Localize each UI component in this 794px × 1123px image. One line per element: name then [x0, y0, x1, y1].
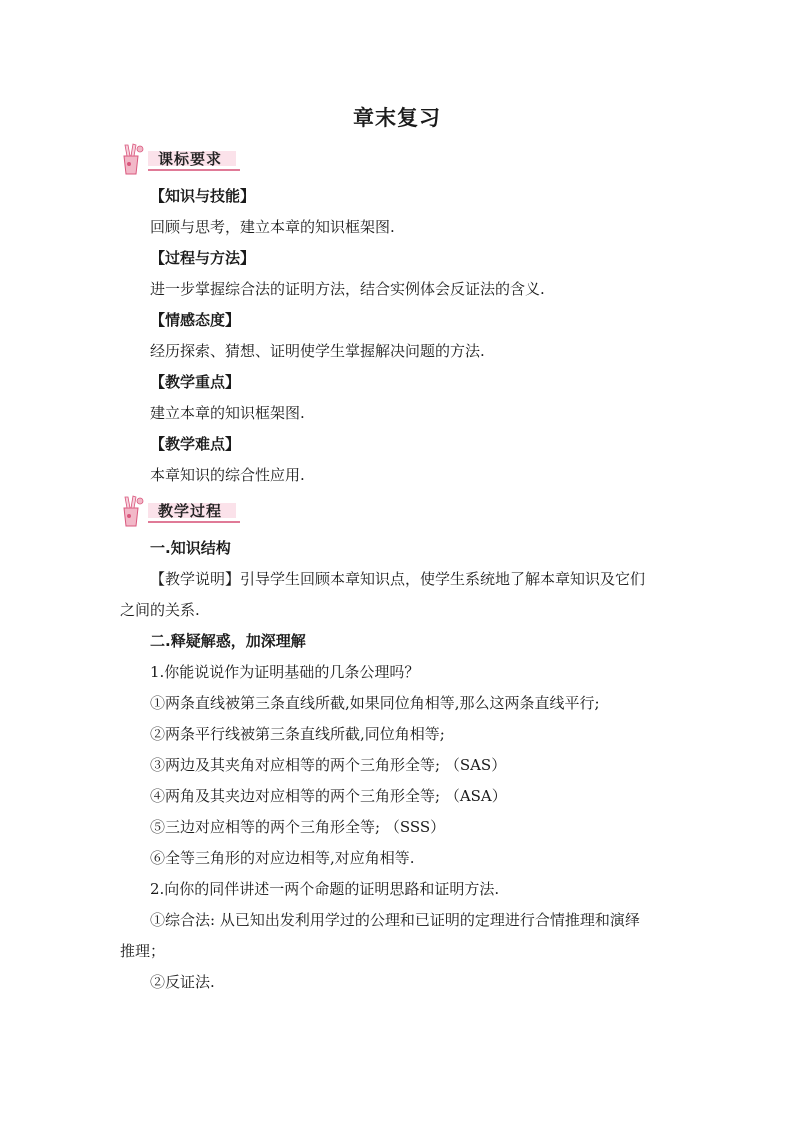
banner-label: 教学过程	[158, 502, 223, 520]
page-title: 章末复习	[353, 106, 441, 130]
paragraph-line: 之间的关系.	[120, 601, 200, 619]
banner-process	[118, 494, 242, 530]
goal-text: 建立本章的知识框架图.	[150, 404, 305, 422]
goal-text: 进一步掌握综合法的证明方法，结合实例体会反证法的含义.	[150, 280, 545, 298]
goal-heading: 【知识与技能】	[150, 187, 256, 205]
method-item: ①综合法: 从已知出发利用学过的公理和已证明的定理进行合情推理和演绎	[150, 911, 640, 929]
axiom-item: ⑥全等三角形的对应边相等,对应角相等.	[150, 849, 415, 867]
section-heading: 二.释疑解惑，加深理解	[150, 632, 306, 650]
goal-heading: 【情感态度】	[150, 311, 241, 329]
question: 2.向你的同伴讲述一两个命题的证明思路和证明方法.	[150, 880, 500, 898]
axiom-item: ①两条直线被第三条直线所截,如果同位角相等,那么这两条直线平行;	[150, 694, 600, 712]
banner-requirements	[118, 142, 242, 178]
goal-text: 回顾与思考，建立本章的知识框架图.	[150, 218, 395, 236]
goal-heading: 【教学重点】	[150, 373, 241, 391]
axiom-item: ⑤三边对应相等的两个三角形全等; （SSS）	[150, 818, 446, 836]
question: 1.你能说说作为证明基础的几条公理吗？	[150, 663, 420, 681]
section-heading: 一.知识结构	[150, 539, 231, 557]
goal-heading: 【过程与方法】	[150, 249, 256, 267]
goal-text: 经历探索、猜想、证明使学生掌握解决问题的方法.	[150, 342, 485, 360]
axiom-item: ②两条平行线被第三条直线所截,同位角相等;	[150, 725, 445, 743]
banner-label: 课标要求	[158, 150, 223, 168]
method-item: 推理；	[120, 942, 166, 960]
goal-text: 本章知识的综合性应用.	[150, 466, 305, 484]
axiom-item: ④两角及其夹边对应相等的两个三角形全等; （ASA）	[150, 787, 507, 805]
method-item: ②反证法.	[150, 973, 215, 991]
paragraph-line: 【教学说明】引导学生回顾本章知识点，使学生系统地了解本章知识及它们	[150, 570, 646, 588]
axiom-item: ③两边及其夹角对应相等的两个三角形全等; （SAS）	[150, 756, 507, 774]
goal-heading: 【教学难点】	[150, 435, 241, 453]
